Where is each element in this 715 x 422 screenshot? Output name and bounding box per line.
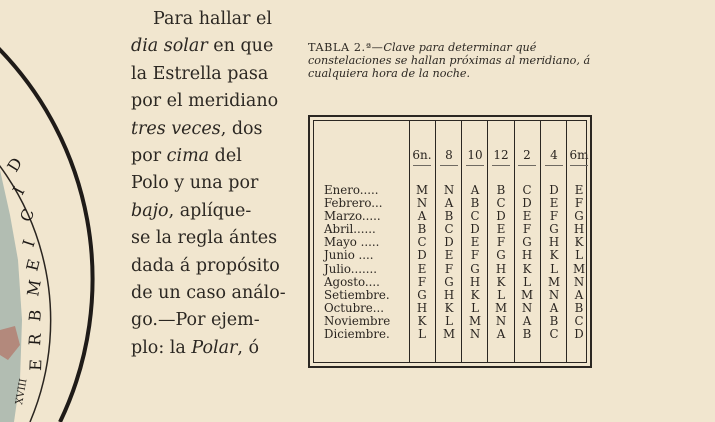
key-cell: D — [549, 183, 559, 197]
wheel-letter: B — [25, 308, 46, 323]
hour-header: 6m — [569, 148, 589, 162]
key-cell: K — [522, 261, 532, 276]
column-rule — [435, 121, 436, 362]
month-label: Febrero... — [324, 196, 383, 211]
key-cell: F — [417, 274, 427, 289]
key-cell: N — [495, 313, 507, 328]
paragraph-line — [131, 116, 281, 143]
key-cell: N — [573, 274, 585, 289]
paragraph-line — [131, 335, 281, 362]
key-cell: B — [496, 183, 506, 197]
month-label: Agosto.... — [324, 274, 380, 289]
constellation-key-table — [308, 115, 592, 368]
key-cell: F — [549, 209, 559, 224]
italic-text: dia solar — [131, 36, 208, 57]
header-underline — [518, 165, 536, 166]
italic-text: tres veces — [131, 118, 221, 139]
key-cell: L — [445, 313, 453, 328]
key-cell: D — [496, 209, 506, 224]
key-cell: M — [572, 261, 586, 276]
wheel-letter: I — [8, 183, 29, 198]
key-cell: K — [444, 300, 454, 315]
hour-header: 8 — [445, 148, 453, 162]
table-body — [314, 184, 586, 341]
roman-text: , aplíque- — [168, 200, 252, 221]
column-rule — [409, 121, 410, 362]
header-underline — [545, 165, 563, 166]
key-cell: D — [470, 222, 480, 237]
month-label: Marzo..... — [324, 209, 381, 224]
hour-header: 4 — [550, 148, 558, 162]
roman-text: del — [209, 146, 242, 167]
caption-label: TABLA 2.ª— — [308, 41, 384, 54]
key-cell: B — [574, 300, 584, 315]
roman-text: se la regla ántes — [131, 228, 278, 249]
key-cell: K — [470, 287, 480, 302]
paragraph-line — [131, 61, 281, 88]
roman-text: la Estrella pasa — [131, 63, 269, 84]
paragraph-line — [131, 280, 286, 307]
roman-text: Para hallar el — [153, 9, 272, 29]
roman-text: por — [131, 146, 167, 167]
month-label: Octubre... — [324, 300, 385, 315]
month-label: Noviembre — [324, 313, 391, 328]
table-row — [314, 263, 586, 276]
month-label: Diciembre. — [324, 327, 390, 342]
paragraph-line — [131, 143, 281, 170]
column-rule — [514, 121, 515, 362]
key-cell: M — [415, 183, 429, 197]
key-cell: G — [496, 248, 506, 263]
key-cell: N — [469, 327, 481, 342]
key-cell: C — [496, 196, 506, 211]
key-cell: N — [416, 196, 428, 211]
paragraph-line — [131, 253, 281, 280]
key-cell: E — [574, 183, 584, 197]
table-row — [314, 289, 586, 302]
key-cell: C — [549, 327, 559, 342]
column-rule — [487, 121, 488, 362]
key-cell: G — [470, 261, 480, 276]
key-cell: A — [496, 327, 506, 342]
hour-header: 10 — [467, 148, 483, 162]
key-cell: A — [549, 300, 559, 315]
key-cell: A — [470, 183, 480, 197]
key-cell: A — [574, 287, 584, 302]
roman-text: Polo y una por — [131, 173, 259, 194]
key-cell: D — [417, 248, 427, 263]
key-cell: G — [574, 209, 584, 224]
table-caption — [308, 41, 600, 80]
key-cell: C — [522, 183, 532, 197]
month-label: Abril...... — [324, 222, 376, 237]
key-cell: M — [520, 287, 534, 302]
wheel-letter: D — [3, 154, 27, 176]
key-cell: F — [496, 235, 506, 250]
paragraph-line — [131, 198, 281, 225]
key-cell: H — [469, 274, 481, 289]
key-cell: C — [444, 222, 454, 237]
header-underline — [466, 165, 484, 166]
italic-text: Polar — [191, 337, 238, 358]
hour-header: 6n. — [412, 148, 432, 162]
key-cell: N — [548, 287, 560, 302]
key-cell: K — [574, 235, 584, 250]
key-cell: M — [494, 300, 508, 315]
key-cell: B — [444, 209, 454, 224]
key-cell: A — [417, 209, 427, 224]
key-cell: E — [417, 261, 427, 276]
key-cell: N — [443, 183, 455, 197]
month-label: Mayo ..... — [324, 235, 380, 250]
paragraph-line — [131, 307, 281, 334]
key-cell: K — [549, 248, 559, 263]
italic-text: bajo — [131, 200, 169, 221]
key-cell: E — [444, 248, 454, 263]
key-cell: D — [522, 196, 532, 211]
key-cell: B — [470, 196, 480, 211]
body-paragraph — [131, 6, 286, 362]
header-underline — [413, 165, 431, 166]
key-cell: L — [418, 327, 426, 342]
column-rule — [566, 121, 567, 362]
roman-text: go.—Por ejem- — [131, 310, 260, 331]
key-cell: E — [470, 235, 480, 250]
wheel-drawing — [0, 0, 140, 422]
month-label: Julio....... — [324, 261, 378, 276]
month-label: Setiembre. — [324, 287, 390, 302]
key-cell: H — [416, 300, 428, 315]
key-cell: H — [548, 235, 560, 250]
key-cell: L — [575, 248, 583, 263]
key-cell: L — [550, 261, 558, 276]
roman-text: por el meridiano — [131, 91, 279, 112]
wheel-letter: E — [26, 358, 46, 372]
hour-header: 12 — [493, 148, 509, 162]
table-inner-border — [313, 120, 587, 363]
key-cell: C — [574, 313, 584, 328]
table-header-row — [314, 148, 589, 162]
key-cell: B — [417, 222, 427, 237]
key-cell: A — [522, 313, 532, 328]
table-row — [314, 249, 586, 262]
header-underline — [440, 165, 458, 166]
header-underline — [570, 165, 588, 166]
key-cell: C — [417, 235, 427, 250]
key-cell: E — [549, 196, 559, 211]
key-cell: M — [468, 313, 482, 328]
column-rule — [540, 121, 541, 362]
roman-text: plo: la — [131, 337, 192, 358]
column-rule — [461, 121, 462, 362]
key-cell: D — [574, 327, 584, 342]
key-cell: E — [496, 222, 506, 237]
key-cell: F — [574, 196, 584, 211]
roman-text: , dos — [220, 118, 263, 139]
key-cell: H — [521, 248, 533, 263]
table-row — [314, 328, 586, 341]
key-cell: F — [522, 222, 532, 237]
hour-header: 2 — [523, 148, 531, 162]
paragraph-line — [131, 6, 281, 33]
table-row — [314, 276, 586, 289]
roman-text: de un caso análo- — [131, 283, 286, 304]
wheel-letter: M — [23, 278, 45, 298]
wheel-letter: C — [16, 206, 39, 225]
wheel-letter: R — [25, 332, 45, 347]
wheel-letter: E — [22, 257, 44, 273]
roman-text: en que — [207, 36, 274, 57]
table-row — [314, 302, 586, 315]
paragraph-line — [131, 88, 281, 115]
caption-text: Clave para determinar qué constelaciones se hallan próximas al meridiano, á cualquiera hora de la noche. — [308, 41, 591, 80]
key-cell: E — [522, 209, 532, 224]
roman-text: dada á propósito — [131, 255, 280, 276]
key-cell: G — [417, 287, 427, 302]
paragraph-line — [131, 170, 281, 197]
key-cell: L — [497, 287, 505, 302]
key-cell: K — [417, 313, 427, 328]
key-cell: K — [496, 274, 506, 289]
key-cell: H — [495, 261, 507, 276]
key-cell: L — [523, 274, 531, 289]
star-wheel-fragment — [0, 0, 140, 422]
key-cell: C — [470, 209, 480, 224]
key-cell: L — [471, 300, 479, 315]
key-cell: H — [573, 222, 585, 237]
key-cell: G — [522, 235, 532, 250]
key-cell: B — [549, 313, 559, 328]
key-cell: F — [444, 261, 454, 276]
key-cell: M — [442, 327, 456, 342]
key-cell: D — [444, 235, 454, 250]
italic-text: cima — [166, 146, 210, 167]
paragraph-line — [131, 225, 281, 252]
month-label: Enero..... — [324, 183, 379, 197]
key-cell: N — [521, 300, 533, 315]
wheel-numeral: XVIII — [14, 377, 30, 406]
key-cell: G — [549, 222, 559, 237]
key-cell: M — [547, 274, 561, 289]
key-cell: B — [522, 327, 532, 342]
key-cell: H — [443, 287, 455, 302]
roman-text: , ó — [237, 337, 260, 358]
key-cell: G — [444, 274, 454, 289]
wheel-letter: I — [18, 237, 39, 250]
paragraph-line — [131, 33, 281, 60]
month-label: Junio .... — [324, 248, 374, 263]
header-underline — [492, 165, 510, 166]
key-cell: F — [470, 248, 480, 263]
key-cell: A — [444, 196, 454, 211]
